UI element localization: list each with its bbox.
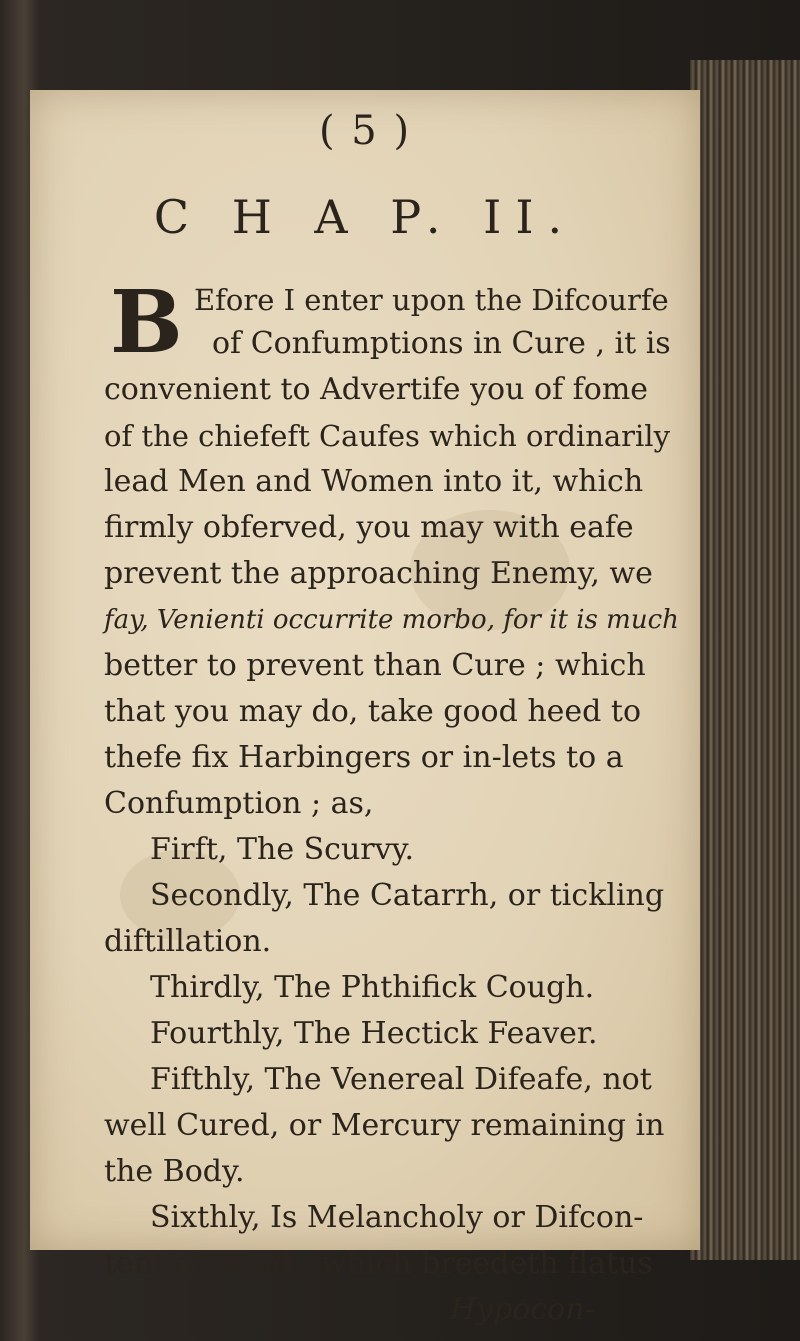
text-line: Efore I enter upon the Difcourfe <box>194 283 669 317</box>
text-line: of the chiefeft Caufes which ordinarily <box>104 419 670 453</box>
text-line: firmly obferved, you may with eafe <box>104 510 634 545</box>
text-line: well Cured, or Mercury remaining in <box>104 1108 665 1143</box>
text-line: Secondly, The Catarrh, or tickling <box>150 878 665 913</box>
text-line: that you may do, take good heed to <box>104 694 642 729</box>
text-line: fay, Venienti occurrite morbo, for it is much <box>104 605 679 635</box>
text-line: Thirdly, The Phthifick Cough. <box>150 970 595 1005</box>
text-line: prevent the approaching Enemy, we <box>104 556 653 591</box>
text-line: Sixthly, Is Melancholy or Difcon- <box>150 1200 644 1235</box>
text-line: better to prevent than Cure ; which <box>104 648 646 683</box>
text-line: Fourthly, The Hectick Feaver. <box>150 1016 598 1051</box>
text-line: diftillation. <box>104 924 272 959</box>
text-line: Firft, The Scurvy. <box>150 832 415 867</box>
text-line: thefe fix Harbingers or in-lets to a <box>104 740 624 775</box>
text-line: Fifthly, The Venereal Difeafe, not <box>150 1062 652 1097</box>
text-line: Confumption ; as, <box>104 786 374 821</box>
text-line: the Body. <box>104 1154 245 1189</box>
text-line: of Confumptions in Cure , it is <box>212 326 671 361</box>
text-line: tent of Mind , which breedeth flatus <box>104 1246 653 1281</box>
catchword: Hypocon- <box>450 1292 595 1327</box>
book-fore-edge <box>690 60 800 1260</box>
chapter-title: C H A P. II. <box>153 190 577 244</box>
text-line: convenient to Advertife you of fome <box>104 372 649 407</box>
text-line: lead Men and Women into it, which <box>104 464 644 499</box>
page-sheet <box>30 90 700 1327</box>
drop-cap: B <box>110 272 183 373</box>
page-number: ( 5 ) <box>318 108 412 154</box>
